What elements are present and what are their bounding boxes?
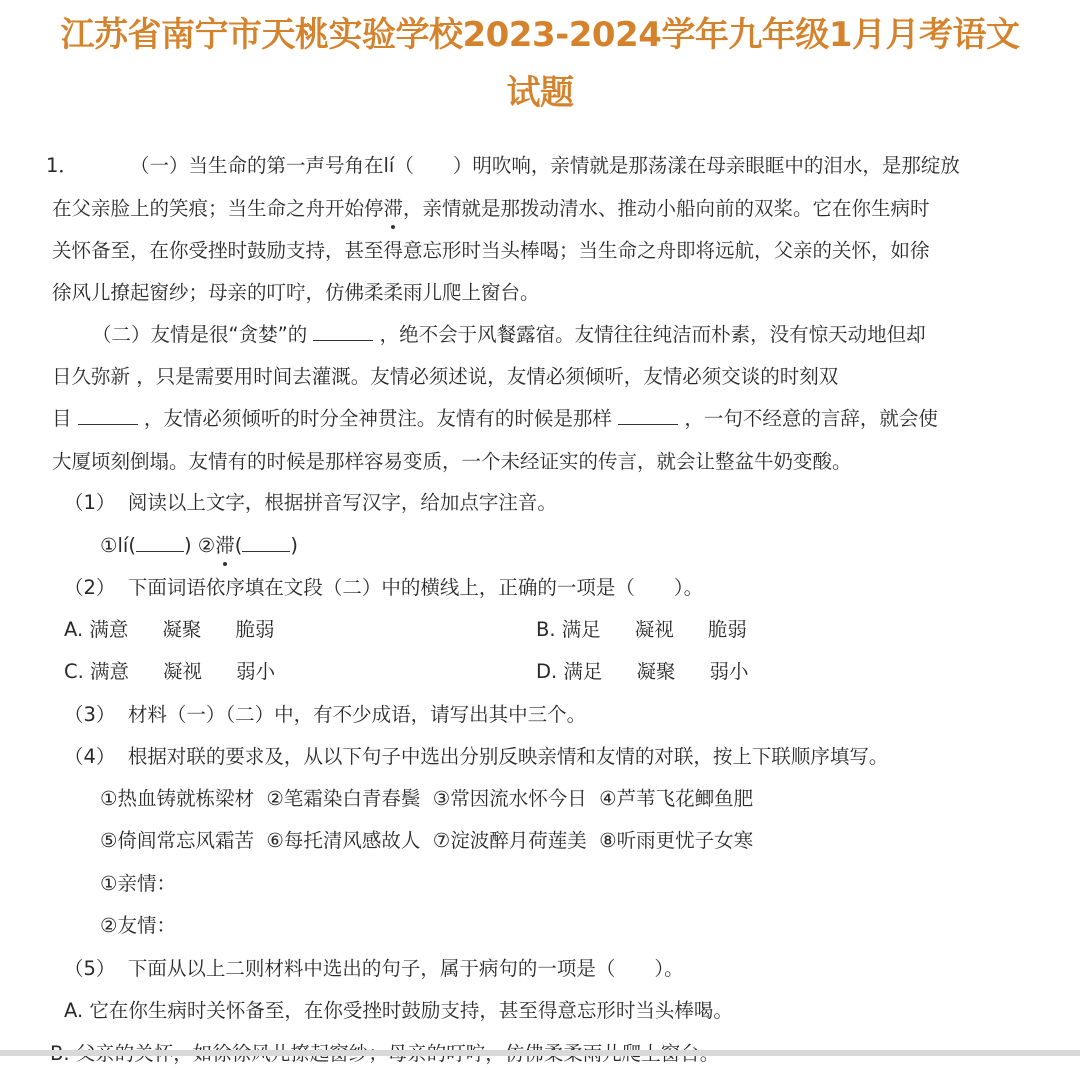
answer-blank-2[interactable]	[242, 533, 290, 552]
sub-question-1: （1） 阅读以上文字，根据拼音写汉字，给加点字注音。	[64, 491, 557, 514]
answer-friendship: ②友情：	[100, 914, 176, 937]
page-bottom-edge	[0, 1050, 1080, 1056]
fill-blank-1[interactable]	[313, 322, 373, 341]
passage-1-line-1: （一）当生命的第一声号角在lí（ ）明吹响，亲情就是那荡漾在母亲眼眶中的泪水，是那绽放	[130, 154, 960, 177]
sub-question-2: （2） 下面词语依序填在文段（二）中的横线上，正确的一项是（ ）。	[64, 576, 704, 599]
title-line-2: 试题	[506, 73, 574, 113]
sub-question-4: （4） 根据对联的要求及，从以下句子中选出分别反映亲情和友情的对联，按上下联顺序填写。	[64, 745, 889, 768]
passage-1-line-2: 在父亲脸上的笑痕；当生命之舟开始停滞，亲情就是那拨动清水、推动小船向前的双桨。它在你生病时	[52, 195, 930, 223]
passage-1-line-3: 关怀备至，在你受挫时鼓励支持，甚至得意忘形时当头棒喝；当生命之舟即将远航，父亲的关怀，如徐	[52, 239, 930, 262]
option-a[interactable]: A. 满意 凝聚 脆弱	[64, 618, 275, 641]
couplet-line-2: ⑤倚闾常忘风霜苦 ⑥每托清风感故人 ⑦淀波醉月荷莲美 ⑧听雨更忧子女寒	[100, 829, 754, 852]
sub-question-3: （3） 材料（一）（二）中，有不少成语，请写出其中三个。	[64, 703, 587, 726]
passage-2-line-2: 日久弥新 ，只是需要用时间去灌溉。友情必须述说，友情必须倾听，友情必须交谈的时刻双	[52, 365, 839, 388]
question-number: 1．	[46, 154, 78, 177]
answer-blank-1[interactable]	[136, 533, 184, 552]
dotted-char: 滞	[384, 195, 404, 223]
option-d[interactable]: D. 满足 凝聚 弱小	[536, 660, 749, 683]
fill-blank-3[interactable]	[618, 406, 678, 425]
couplet-line-1: ①热血铸就栋梁材 ②笔霜染白青春鬓 ③常因流水怀今日 ④芦苇飞花鲫鱼肥	[100, 787, 754, 810]
passage-2-line-1: （二）友情是很“贪婪”的 ，绝不会于风餐露宿。友情往往纯洁而朴素，没有惊天动地但却	[92, 323, 926, 346]
sub-question-1-answers: ①lí( ) ②滞( )	[100, 532, 298, 560]
passage-2-line-4: 大厦顷刻倒塌。友情有的时候是那样容易变质，一个未经证实的传言，就会让整盆牛奶变酸。	[52, 450, 852, 473]
option-5a[interactable]: A. 它在你生病时关怀备至，在你受挫时鼓励支持，甚至得意忘形时当头棒喝。	[64, 999, 733, 1022]
title-line-1: 江苏省南宁市天桃实验学校2023-2024学年九年级1月月考语文	[60, 15, 1020, 55]
fill-blank-2[interactable]	[78, 406, 138, 425]
dotted-char: 滞	[215, 532, 235, 560]
sub-question-5: （5） 下面从以上二则材料中选出的句子，属于病句的一项是（ ）。	[64, 957, 684, 980]
option-c[interactable]: C. 满意 凝视 弱小	[64, 660, 276, 683]
passage-1-line-4: 徐风儿撩起窗纱；母亲的叮咛，仿佛柔柔雨儿爬上窗台。	[52, 281, 540, 304]
answer-family: ①亲情：	[100, 872, 176, 895]
passage-2-line-3: 目 ，友情必须倾听的时分全神贯注。友情有的时候是那样 ，一句不经意的言辞，就会使	[52, 407, 938, 430]
option-b[interactable]: B. 满足 凝视 脆弱	[536, 618, 747, 641]
